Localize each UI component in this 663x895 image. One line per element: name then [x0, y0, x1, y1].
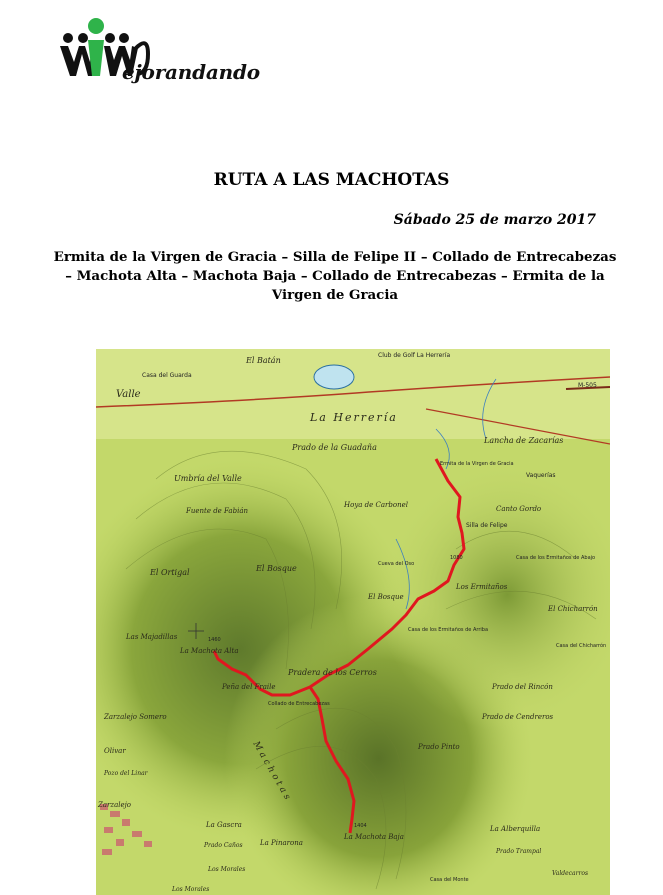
logo-text: ejorandando [122, 60, 260, 84]
label-casa-chicharron: Casa del Chicharrón [556, 643, 607, 649]
label-casa-ermitanos-arriba: Casa de los Ermitaños de Arriba [408, 627, 489, 633]
label-zarzalejo-somero: Zarzalejo Somero [104, 713, 167, 721]
label-los-morales: Los Morales [208, 866, 246, 873]
label-el-bosque: El Bosque [256, 564, 297, 573]
label-fuente-fabian: Fuente de Fabián [186, 507, 249, 515]
label-ermita: Ermita de la Virgen de Gracia [440, 461, 514, 467]
label-h1404: 1404 [354, 823, 367, 829]
label-m505: M-505 [578, 382, 597, 389]
label-collado: Collado de Entrecabezas [268, 701, 330, 707]
label-cueva: Cueva del Oso [378, 561, 415, 567]
label-club: Club de Golf La Herrería [378, 352, 451, 359]
label-casa-monte: Casa del Monte [430, 877, 469, 883]
label-machota-baja: La Machota Baja [344, 833, 404, 841]
label-machota-alta: La Machota Alta [180, 647, 239, 655]
label-majadillas: Las Majadillas [126, 633, 178, 641]
page-title: RUTA A LAS MACHOTAS [213, 170, 450, 190]
route-map [96, 349, 610, 895]
label-vaquerias: Vaquerías [526, 472, 556, 479]
label-hoya: Hoya de Carbonel [344, 501, 408, 509]
label-umbria: Umbría del Valle [174, 474, 242, 483]
label-gascra: La Gascra [206, 821, 242, 829]
label-valle: Valle [116, 389, 141, 400]
label-prado-canos: Prado Caños [204, 842, 243, 849]
label-los-morales2: Los Morales [172, 886, 210, 893]
label-pinarona: La Pinarona [260, 839, 303, 847]
label-alberquilla: La Alberquilla [490, 825, 541, 833]
label-silla: Silla de Felipe [466, 522, 508, 529]
label-ortigal: El Ortigal [150, 568, 190, 577]
label-canto-gordo: Canto Gordo [496, 505, 542, 513]
route-description: Ermita de la Virgen de Gracia – Silla de Felipe II – Collado de Entrecabezas – Machota Alta – Machota Baja – Collado de Entrecabezas – Ermita de la Virgen de Gracia [53, 249, 617, 303]
topographic-map [96, 349, 610, 895]
label-valdecarros: Valdecarros [552, 870, 589, 877]
label-prado-guadana: Prado de la Guadaña [292, 443, 377, 452]
label-pena-fraile: Peña del Fraile [222, 683, 276, 691]
label-h1460: 1460 [208, 637, 221, 643]
label-batan: El Batán [246, 356, 281, 365]
date-line: Sábado 25 de marzo 2017 [393, 212, 596, 228]
logo [52, 16, 282, 82]
label-herreria: La Herrería [310, 411, 398, 424]
label-machotas: Machotas [250, 739, 294, 805]
label-casa-guarda: Casa del Guarda [142, 372, 192, 379]
label-prado-pinto: Prado Pinto [418, 743, 460, 751]
label-prado-rincon: Prado del Rincón [492, 683, 553, 691]
label-zarzalejo: Zarzalejo [98, 801, 132, 809]
label-chicharron: El Chicharrón [548, 605, 598, 613]
label-pradera: Pradera de los Cerros [288, 668, 377, 677]
label-los-ermitanos: Los Ermitaños [456, 583, 508, 591]
label-el-bosque2: El Bosque [368, 593, 404, 601]
label-prado-trampal: Prado Trampal [496, 848, 542, 855]
label-h1080: 1080 [450, 555, 463, 561]
label-prado-cendreros: Prado de Cendreros [482, 713, 554, 721]
label-ermitanos-abajo: Casa de los Ermitaños de Abajo [516, 555, 596, 561]
label-lancha: Lancha de Zacarías [484, 436, 564, 445]
label-pozo-linar: Pozo del Linar [104, 770, 148, 777]
label-olivar: Olivar [104, 747, 126, 755]
